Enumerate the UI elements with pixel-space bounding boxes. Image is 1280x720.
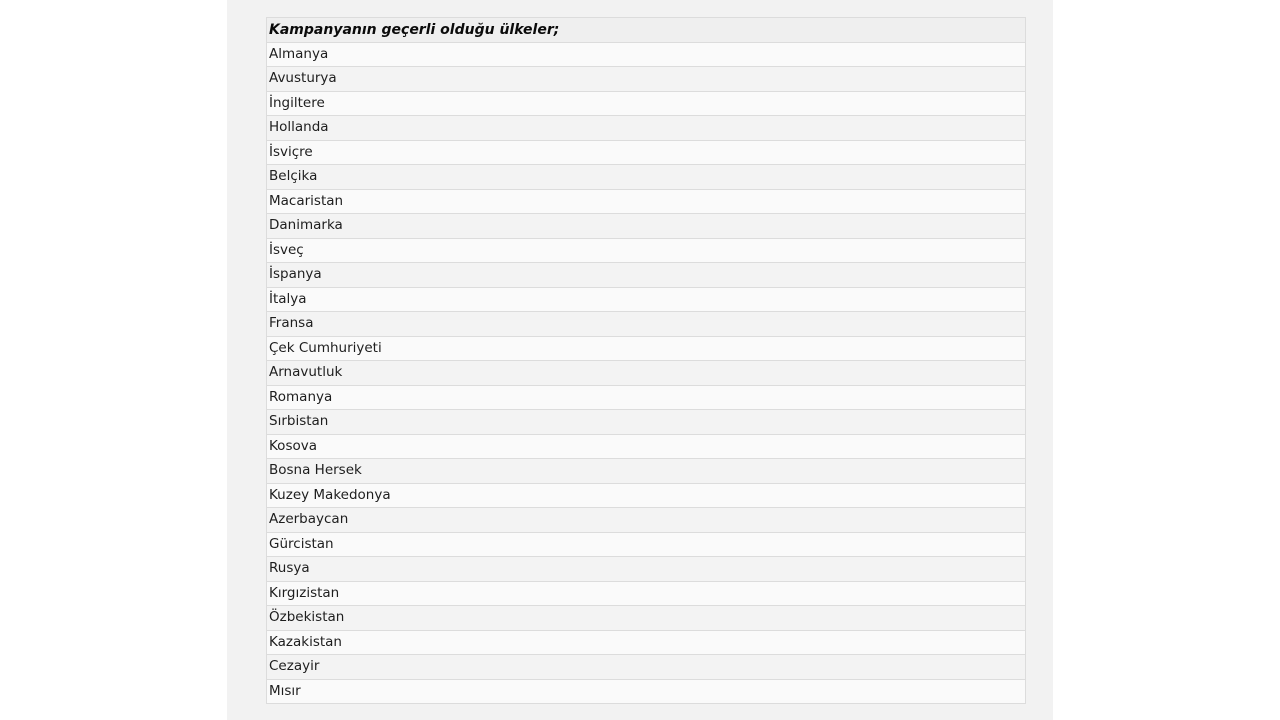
table-row: [267, 410, 1026, 435]
table-row: [267, 91, 1026, 116]
table-row: [267, 434, 1026, 459]
table-header-cell: Kampanyanın geçerli olduğu ülkeler;: [267, 18, 1026, 43]
country-cell: Avusturya: [267, 67, 1026, 92]
country-cell: Kuzey Makedonya: [267, 483, 1026, 508]
country-cell: Hollanda: [267, 116, 1026, 141]
table-row: [267, 263, 1026, 288]
table-row: [267, 312, 1026, 337]
table-row: [267, 336, 1026, 361]
table-row: [267, 42, 1026, 67]
table-row: [267, 679, 1026, 704]
table-row: [267, 214, 1026, 239]
country-cell: Danimarka: [267, 214, 1026, 239]
table-row: [267, 189, 1026, 214]
country-cell: Çek Cumhuriyeti: [267, 336, 1026, 361]
country-cell: Azerbaycan: [267, 508, 1026, 533]
country-cell: İngiltere: [267, 91, 1026, 116]
country-cell: Özbekistan: [267, 606, 1026, 631]
table-row: [267, 361, 1026, 386]
table-row: [267, 532, 1026, 557]
table-row: [267, 67, 1026, 92]
country-cell: Belçika: [267, 165, 1026, 190]
country-cell: İspanya: [267, 263, 1026, 288]
country-cell: Kırgızistan: [267, 581, 1026, 606]
country-cell: Arnavutluk: [267, 361, 1026, 386]
table-row: [267, 557, 1026, 582]
table-row: [267, 483, 1026, 508]
countries-table-body: [267, 18, 1026, 704]
countries-table: [266, 17, 1026, 704]
table-row: [267, 655, 1026, 680]
country-cell: Fransa: [267, 312, 1026, 337]
table-row: [267, 287, 1026, 312]
table-row: [267, 508, 1026, 533]
country-cell: Cezayir: [267, 655, 1026, 680]
country-cell: Sırbistan: [267, 410, 1026, 435]
country-cell: Rusya: [267, 557, 1026, 582]
table-row: [267, 238, 1026, 263]
country-cell: Mısır: [267, 679, 1026, 704]
country-cell: Gürcistan: [267, 532, 1026, 557]
country-cell: Kosova: [267, 434, 1026, 459]
table-row: [267, 140, 1026, 165]
country-cell: İsviçre: [267, 140, 1026, 165]
table-row: [267, 165, 1026, 190]
table-row: [267, 116, 1026, 141]
country-cell: Macaristan: [267, 189, 1026, 214]
table-row: [267, 581, 1026, 606]
table-row: [267, 385, 1026, 410]
table-row: [267, 459, 1026, 484]
country-cell: İtalya: [267, 287, 1026, 312]
country-cell: İsveç: [267, 238, 1026, 263]
country-cell: Romanya: [267, 385, 1026, 410]
table-row: [267, 606, 1026, 631]
table-row: [267, 630, 1026, 655]
country-cell: Almanya: [267, 42, 1026, 67]
country-cell: Bosna Hersek: [267, 459, 1026, 484]
country-cell: Kazakistan: [267, 630, 1026, 655]
table-header-row: [267, 18, 1026, 43]
